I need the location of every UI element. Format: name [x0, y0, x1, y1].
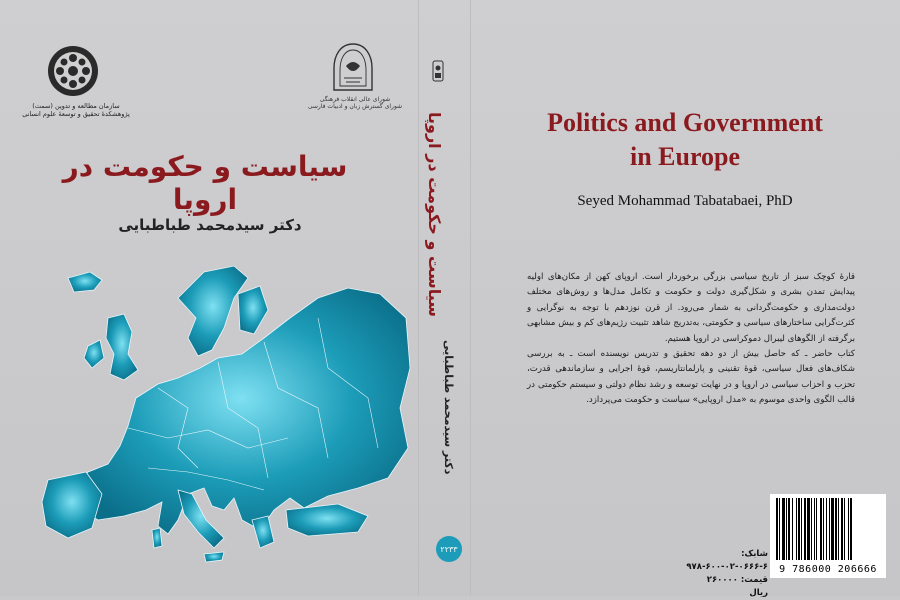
europe-map-illustration — [28, 258, 413, 578]
spine-right-edge — [470, 0, 471, 596]
spine-series-number: ۲۲۳۳ — [436, 536, 462, 562]
english-title — [500, 106, 870, 174]
publisher-caption-line2: پژوهشکدهٔ تحقیق و توسعهٔ علوم انسانی — [22, 110, 130, 118]
isbn-text: شابک: ۶-۰۶۶۶-۰۲-۶۰۰-۹۷۸ — [686, 549, 768, 572]
price-text: قیمت: ۲۶۰۰۰۰ ریال — [706, 575, 768, 598]
english-author: Seyed Mohammad Tabatabaei, PhD — [577, 193, 793, 209]
barcode-number: 9 786000 206666 — [779, 564, 877, 575]
institute-caption — [300, 96, 410, 110]
spine-logo-icon — [432, 60, 444, 82]
blurb-paragraph-1: قارهٔ کوچک سبز از تاریخ سیاسی بزرگی برخوردار است. اروپای کهن از مکان‌های اولیه پیدایش تمدن بشری و شکل‌گیری دولت و حکومت و تکامل مدل‌ها و روش‌های مختلف دولت‌مداری و حکومت‌گردانی به شمار می‌رود. از قرن نوزدهم با توجه به نوگرایی و کثرت‌گرایی ساختارهای سیاسی و حکومتی، به‌تدریج شاهد تثبیت رژیم‌های کم و بیش مشابهی برگرفته از الگوهای لیبرال دموکراسی در اروپا هستیم. — [527, 272, 855, 344]
spine-title: سیاست و حکومت در اروپا — [425, 112, 444, 317]
barcode-bars-icon — [774, 498, 882, 560]
spine-left-edge — [418, 0, 419, 596]
english-title-line1: Politics and Government — [547, 108, 823, 137]
institute-emblem-icon — [330, 42, 376, 94]
back-blurb — [527, 270, 855, 409]
samt-logo-icon — [46, 44, 100, 98]
english-title-line2: in Europe — [629, 142, 741, 171]
publisher-caption — [20, 102, 132, 118]
barcode — [770, 494, 886, 578]
front-title: سیاست و حکومت در اروپا — [62, 150, 348, 216]
front-author: دکتر سیدمحمد طباطبایی — [118, 216, 302, 234]
institute-caption-line1: شورای عالی انقلاب فرهنگی — [319, 96, 391, 103]
isbn-price-block — [686, 548, 768, 600]
institute-caption-line2: شورای گسترش زبان و ادبیات فارسی — [307, 103, 403, 110]
spine-author: دکتر سیدمحمد طباطبایی — [442, 340, 455, 475]
publisher-caption-line1: سازمان مطالعه و تدوین (سمت) — [32, 102, 120, 110]
blurb-paragraph-2: کتاب حاضر ـ که حاصل بیش از دو دهه تحقیق و تدریس نویسنده است ـ به بررسی شکاف‌های فعال سیاسی، قوهٔ تقنینی و پارلمانتاریسم، قوهٔ اجرایی و سازماندهی قدرت، تحزب و احزاب سیاسی در اروپا و در نهایت توسعه و رشد نظام دولتی و سیستم حکومتی در قالب الگوی واحدی موسوم به «مدل اروپایی» سیاست و حکومت می‌پردازد. — [527, 349, 855, 406]
